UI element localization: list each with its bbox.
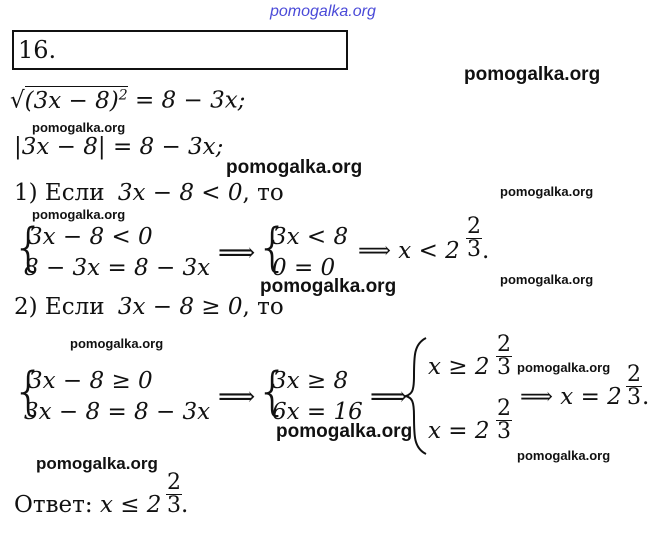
equation-line-1: [10, 88, 245, 113]
case-1-label: 1) Если: [14, 180, 112, 206]
fraction-numerator: 2: [497, 396, 511, 421]
fraction-denominator: 3: [467, 237, 481, 262]
watermark-top: pomogalka.org: [270, 3, 376, 20]
case-1-line: [14, 182, 284, 205]
problem-box-bottom: [12, 68, 348, 70]
union-line-2: x = 2: [428, 418, 490, 444]
system-2-eq-1: 3x − 8 ≥ 0: [28, 368, 153, 394]
case-2-condition: 3x − 8 ≥ 0: [117, 294, 243, 320]
fraction-denominator: 3: [627, 385, 641, 410]
watermark: pomogalka.org: [517, 360, 611, 375]
sqrt-radicand: [25, 86, 128, 114]
case-1-to: , то: [242, 180, 284, 206]
watermark: pomogalka.org: [36, 454, 158, 473]
system-1-result: [358, 240, 460, 263]
problem-box: [12, 30, 348, 70]
equation-rhs-1: = 8 − 3x;: [127, 87, 246, 114]
system-1-brace-left: {: [12, 218, 46, 278]
system-2-result: ⟹ x = 2: [520, 384, 622, 410]
watermark: pomogalka.org: [32, 120, 126, 135]
sqrt-sign: √: [10, 87, 25, 114]
system-1-simplified-2: 0 = 0: [272, 255, 336, 281]
case-2-label: 2) Если: [14, 294, 112, 320]
system-2-period: .: [642, 384, 650, 410]
answer-fraction: [166, 472, 182, 517]
answer-period: .: [181, 492, 189, 518]
watermark: pomogalka.org: [70, 336, 164, 351]
system-1-eq-2: 8 − 3x = 8 − 3x: [24, 255, 211, 281]
system-1-eq-1: 3x − 8 < 0: [28, 224, 153, 250]
case-2-line: [14, 296, 284, 319]
system-1-result-expr: ⟹ x < 2: [358, 238, 460, 264]
equation-line-2: |3x − 8| = 8 − 3x;: [14, 134, 224, 160]
system-2-brace-left: {: [12, 362, 46, 422]
watermark: pomogalka.org: [32, 207, 126, 222]
watermark: pomogalka.org: [500, 272, 594, 287]
watermark: pomogalka.org: [500, 184, 594, 199]
system-2-arrow: ⟹: [218, 382, 256, 412]
union-line-1: x ≥ 2: [428, 354, 490, 380]
watermark: pomogalka.org: [226, 157, 363, 178]
union-line-1-fraction: [496, 334, 512, 379]
system-2-simplified-2: 6x = 16: [272, 399, 363, 425]
case-2-to: , то: [242, 294, 284, 320]
radicand-base: (3x − 8): [24, 87, 119, 114]
answer-label: Ответ:: [14, 492, 100, 518]
fraction-denominator: 3: [167, 493, 181, 518]
system-2-arrow-2: ⟹: [370, 382, 408, 412]
system-1-arrow: ⟹: [218, 238, 256, 268]
system-1-brace-right: {: [256, 218, 290, 278]
fraction-denominator: 3: [497, 355, 511, 380]
fraction-denominator: 3: [497, 419, 511, 444]
system-2-eq-2: 3x − 8 = 8 − 3x: [24, 399, 211, 425]
problem-number: 16.: [18, 36, 57, 64]
system-1-left: [24, 224, 211, 281]
system-2-result-fraction: [626, 364, 642, 409]
system-2-brace-right: {: [256, 362, 290, 422]
answer-line: [14, 494, 161, 517]
fraction-numerator: 2: [627, 362, 641, 387]
radicand-exponent: 2: [118, 87, 128, 103]
system-1-right: [272, 226, 348, 280]
problem-box-right: [346, 30, 348, 70]
system-2-simplified-1: 3x ≥ 8: [272, 368, 349, 394]
fraction-numerator: 2: [167, 470, 181, 495]
watermark: pomogalka.org: [276, 421, 413, 442]
fraction-numerator: 2: [497, 332, 511, 357]
system-1-fraction: [466, 216, 482, 261]
system-2-right: [272, 370, 363, 424]
union-line-2-fraction: [496, 398, 512, 443]
answer-expr: x ≤ 2: [99, 492, 162, 518]
system-1-simplified-1: 3x < 8: [272, 224, 349, 250]
system-1-period: .: [482, 238, 490, 264]
fraction-numerator: 2: [467, 214, 481, 239]
watermark: pomogalka.org: [260, 276, 397, 297]
watermark: pomogalka.org: [517, 448, 611, 463]
system-2-left: [24, 368, 211, 425]
case-1-condition: 3x − 8 < 0: [117, 180, 243, 206]
watermark: pomogalka.org: [464, 64, 601, 85]
